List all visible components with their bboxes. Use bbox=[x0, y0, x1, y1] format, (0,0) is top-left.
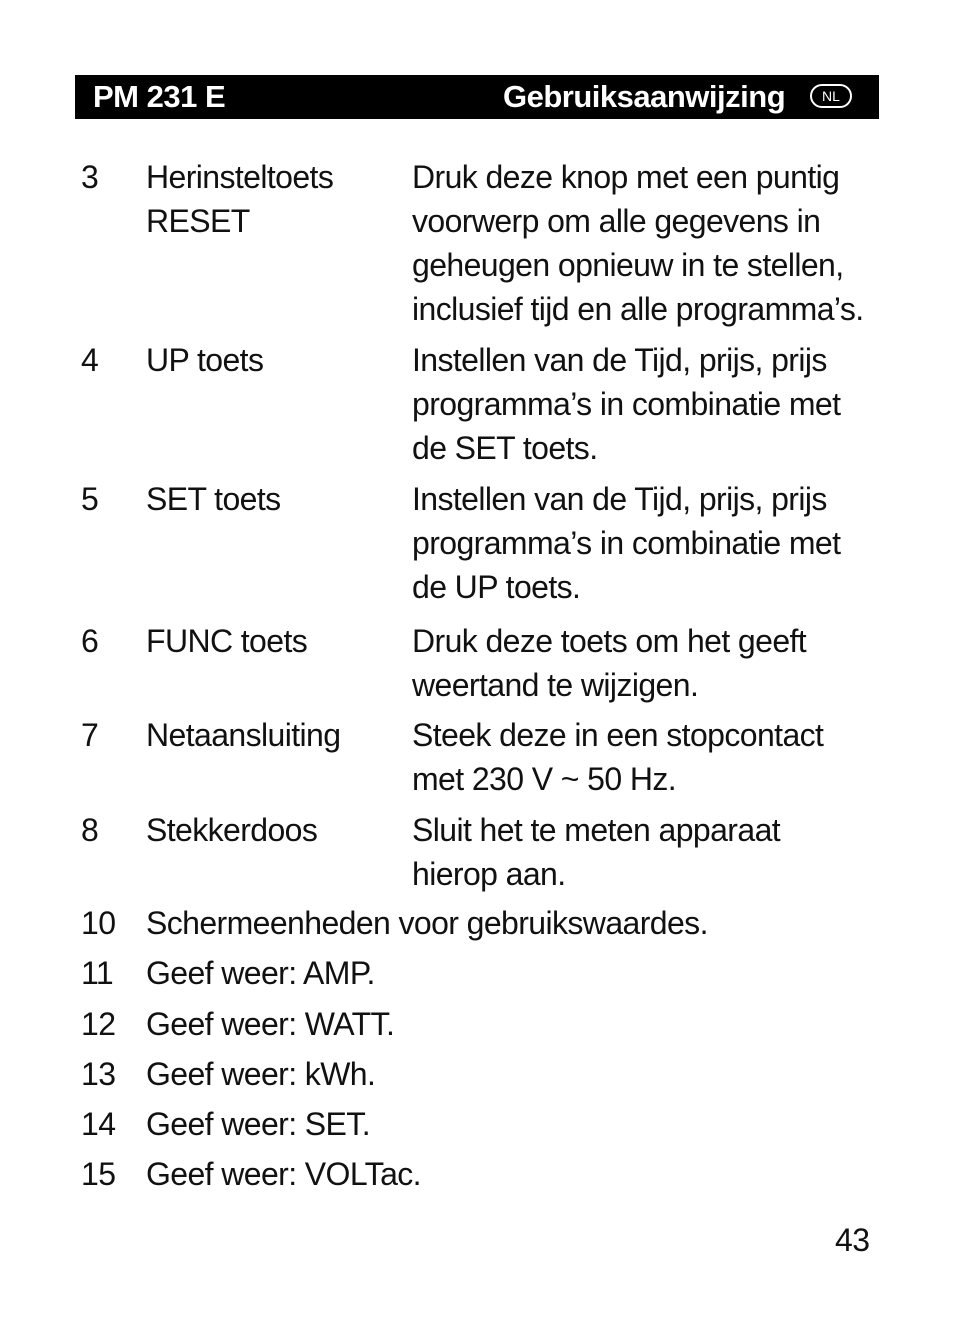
item-description-line: programma’s in combinatie met bbox=[412, 525, 841, 561]
item-text: Geef weer: kWh. bbox=[146, 1056, 376, 1092]
item-number: 14 bbox=[81, 1106, 116, 1142]
item-description-line: Instellen van de Tijd, prijs, prijs bbox=[412, 342, 827, 378]
item-description-line: voorwerp om alle gegevens in bbox=[412, 203, 821, 239]
item-name-line: Stekkerdoos bbox=[146, 812, 318, 848]
item-text: Geef weer: VOLTac. bbox=[146, 1156, 421, 1192]
item-number: 10 bbox=[81, 905, 116, 941]
document-title: Gebruiksaanwijzing bbox=[503, 79, 786, 114]
model-name: PM 231 E bbox=[93, 79, 226, 114]
item-description-line: geheugen opnieuw in te stellen, bbox=[412, 247, 844, 283]
item-description-line: hierop aan. bbox=[412, 856, 566, 892]
item-text: Schermeenheden voor gebruikswaardes. bbox=[146, 905, 708, 941]
item-number: 4 bbox=[81, 342, 99, 378]
item-name-line: Netaansluiting bbox=[146, 717, 341, 753]
item-description-line: programma’s in combinatie met bbox=[412, 386, 841, 422]
item-description-line: met 230 V ~ 50 Hz. bbox=[412, 761, 677, 797]
item-description-line: Druk deze knop met een puntig bbox=[412, 159, 840, 195]
item-description-line: inclusief tijd en alle programma’s. bbox=[412, 291, 864, 327]
item-description-line: Sluit het te meten apparaat bbox=[412, 812, 781, 848]
item-number: 7 bbox=[81, 717, 99, 753]
item-number: 5 bbox=[81, 481, 99, 517]
item-number: 15 bbox=[81, 1156, 116, 1192]
item-text: Geef weer: AMP. bbox=[146, 955, 375, 991]
item-number: 8 bbox=[81, 812, 99, 848]
item-description-line: de UP toets. bbox=[412, 569, 581, 605]
item-description-line: de SET toets. bbox=[412, 430, 598, 466]
item-name-line: Herinsteltoets bbox=[146, 159, 334, 195]
item-name-line: RESET bbox=[146, 203, 250, 239]
item-description-line: Druk deze toets om het geeft bbox=[412, 623, 807, 659]
item-description-line: Instellen van de Tijd, prijs, prijs bbox=[412, 481, 827, 517]
item-number: 13 bbox=[81, 1056, 116, 1092]
item-text: Geef weer: WATT. bbox=[146, 1006, 395, 1042]
item-number: 3 bbox=[81, 159, 99, 195]
language-badge: NL bbox=[810, 84, 852, 108]
item-text: Geef weer: SET. bbox=[146, 1106, 370, 1142]
item-description-line: weertand te wijzigen. bbox=[412, 667, 699, 703]
item-description-line: Steek deze in een stopcontact bbox=[412, 717, 824, 753]
item-name-line: FUNC toets bbox=[146, 623, 308, 659]
item-number: 6 bbox=[81, 623, 99, 659]
item-name-line: SET toets bbox=[146, 481, 281, 517]
item-number: 11 bbox=[81, 955, 114, 991]
page-number: 43 bbox=[835, 1222, 870, 1258]
item-number: 12 bbox=[81, 1006, 116, 1042]
item-name-line: UP toets bbox=[146, 342, 264, 378]
